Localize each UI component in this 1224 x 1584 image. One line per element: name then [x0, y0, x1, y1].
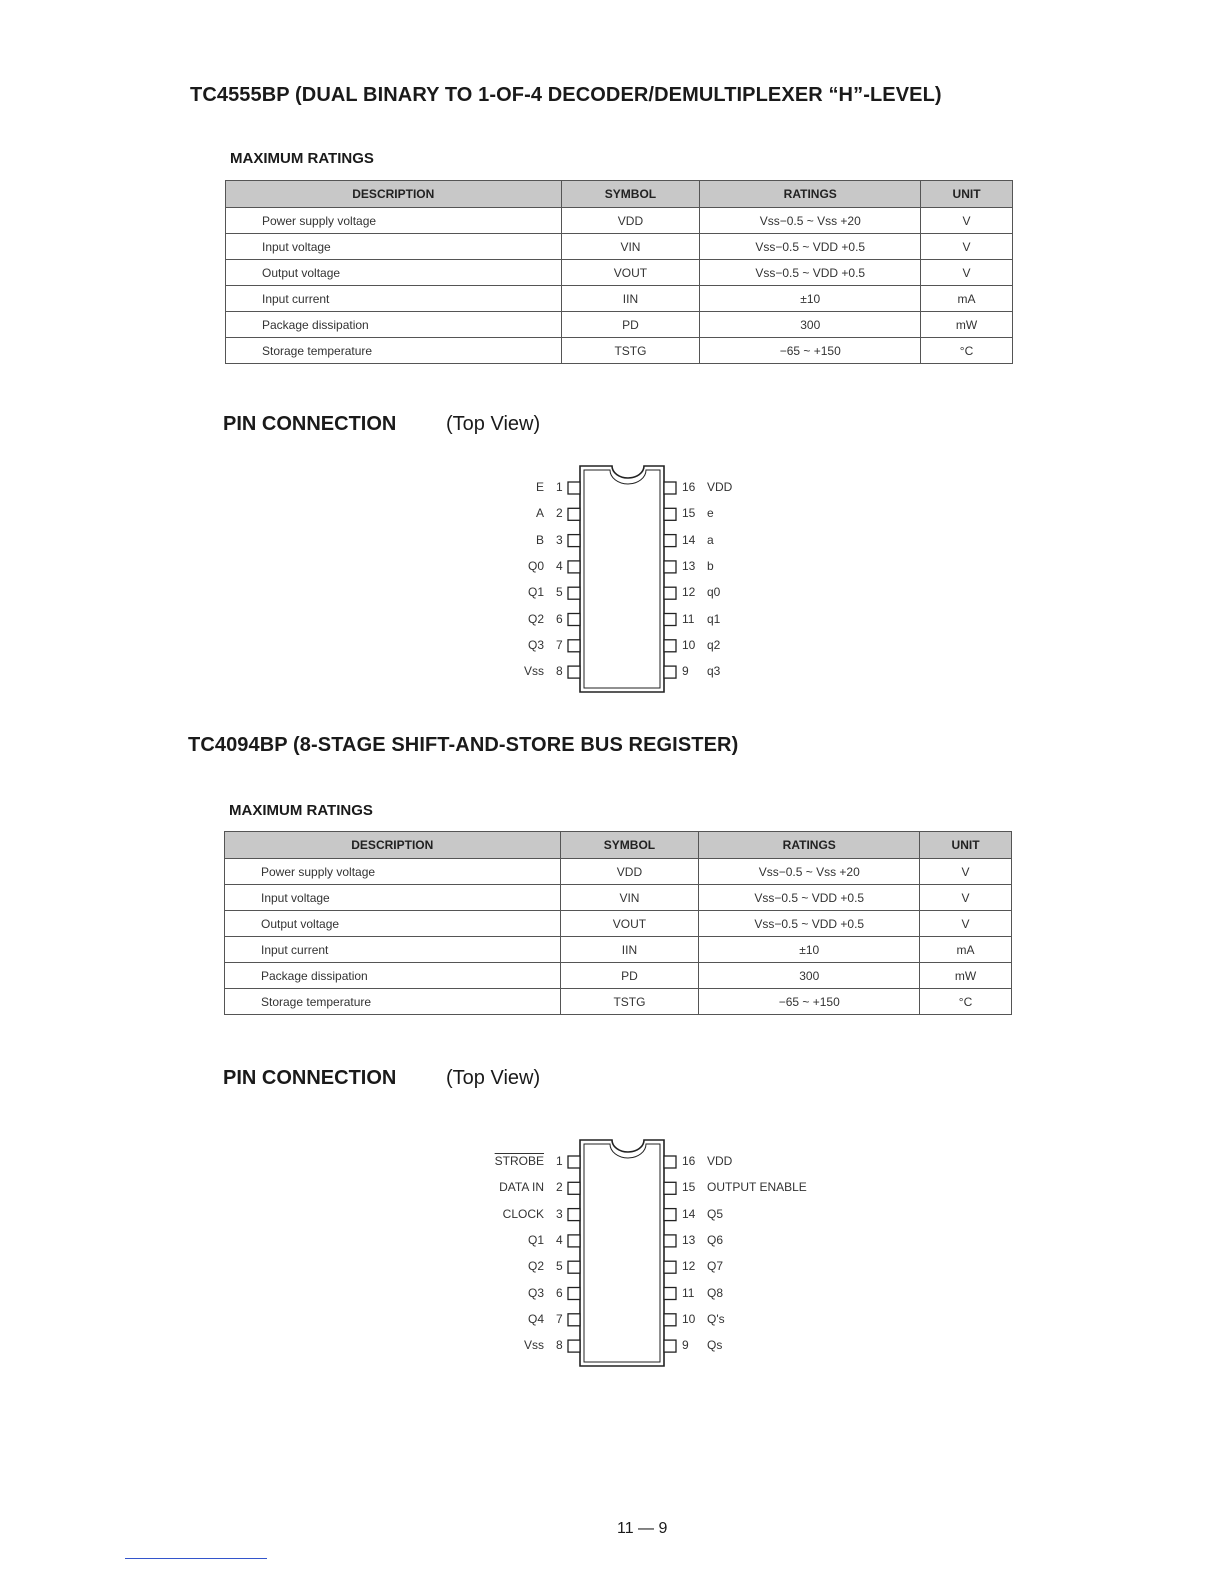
row-rating: −65 ~ +150	[699, 989, 920, 1015]
row-unit: V	[921, 208, 1013, 234]
pin-label: Q6	[707, 1232, 724, 1247]
pin-label: VDD	[707, 480, 733, 494]
pin-label: OUTPUT ENABLE	[707, 1180, 807, 1195]
row-description: Power supply voltage	[226, 208, 562, 234]
pin-number: 7	[556, 637, 563, 652]
row-description: Output voltage	[226, 260, 562, 286]
pin-2-lead	[568, 1182, 580, 1194]
pin-number: 13	[682, 558, 696, 573]
row-description: Storage temperature	[225, 989, 561, 1015]
section1-ratings-title: MAXIMUM RATINGS	[230, 150, 374, 167]
row-unit: mA	[921, 286, 1013, 312]
pin-label: Q2	[527, 1259, 544, 1274]
row-unit: °C	[920, 989, 1012, 1015]
pin-label: a	[707, 532, 714, 547]
pin-number: 13	[682, 1232, 696, 1247]
row-description: Storage temperature	[226, 338, 562, 364]
section1-ratings-table	[225, 180, 1013, 364]
pin-label: Vss	[523, 664, 544, 679]
row-description: Package dissipation	[226, 312, 562, 338]
section2-ratings-table	[224, 831, 1012, 1015]
pin-number: 11	[682, 1285, 695, 1300]
row-symbol: IIN	[561, 286, 700, 312]
pin-6-lead	[568, 614, 580, 626]
pin-6-lead	[568, 1288, 580, 1300]
pin-5-lead	[568, 1261, 580, 1273]
pin-13-lead	[664, 1235, 676, 1247]
row-rating: Vss−0.5 ~ VDD +0.5	[699, 911, 920, 937]
pin-number: 9	[682, 664, 689, 679]
header-ratings: RATINGS	[699, 832, 920, 859]
row-description: Input voltage	[226, 234, 562, 260]
section2-pin-heading: PIN CONNECTION	[223, 1067, 397, 1089]
pin-label: q0	[707, 585, 721, 600]
row-symbol: VDD	[561, 208, 700, 234]
pin-label: Q3	[527, 1285, 544, 1300]
pin-label: Q1	[527, 585, 544, 600]
table-row	[225, 937, 1012, 963]
pin-number: 12	[682, 585, 696, 600]
pin-2-lead	[568, 508, 580, 520]
row-description: Package dissipation	[225, 963, 561, 989]
row-symbol: TSTG	[561, 338, 700, 364]
pin-number: 6	[556, 1285, 563, 1300]
pin-9-lead	[664, 666, 676, 678]
row-description: Power supply voltage	[225, 859, 561, 885]
row-rating: Vss−0.5 ~ Vss +20	[699, 859, 920, 885]
header-description: DESCRIPTION	[226, 181, 562, 208]
pin-number: 15	[682, 1180, 696, 1195]
pin-12-lead	[664, 587, 676, 599]
pin-label: Q4	[527, 1311, 544, 1326]
pin-label: b	[707, 558, 714, 573]
table-row	[226, 208, 1013, 234]
pin-4-lead	[568, 1235, 580, 1247]
table-header-row	[226, 181, 1013, 208]
pin-10-lead	[664, 1314, 676, 1326]
pin-label: q2	[707, 637, 721, 652]
section1-pin-diagram	[460, 462, 820, 698]
pin-label: CLOCK	[502, 1206, 544, 1221]
pin-number: 2	[556, 1180, 563, 1195]
table-row	[226, 338, 1013, 364]
pin-number: 2	[556, 506, 563, 521]
table-row	[225, 911, 1012, 937]
table-row	[225, 859, 1012, 885]
row-symbol: VOUT	[560, 911, 699, 937]
section2-title: TC4094BP (8-STAGE SHIFT-AND-STORE BUS REGISTER)	[188, 734, 739, 756]
row-unit: V	[920, 911, 1012, 937]
pin-label: E	[535, 480, 544, 494]
section2-pin-diagram	[460, 1136, 860, 1372]
section1-pin-heading: PIN CONNECTION	[223, 413, 397, 435]
pin-7-lead	[568, 640, 580, 652]
section2-top-view: (Top View)	[446, 1067, 541, 1089]
pin-number: 12	[682, 1259, 696, 1274]
pin-number: 6	[556, 611, 563, 626]
table-row	[226, 286, 1013, 312]
pin-number: 4	[556, 1232, 563, 1247]
pin-number: 5	[556, 585, 563, 600]
row-unit: mW	[920, 963, 1012, 989]
pin-3-lead	[568, 1209, 580, 1221]
row-rating: Vss−0.5 ~ VDD +0.5	[699, 885, 920, 911]
table-row	[226, 312, 1013, 338]
header-unit: UNIT	[920, 832, 1012, 859]
table-row	[225, 885, 1012, 911]
header-unit: UNIT	[921, 181, 1013, 208]
pin-label: Qs	[707, 1338, 723, 1353]
pin-label: STROBE	[494, 1154, 544, 1168]
pin-7-lead	[568, 1314, 580, 1326]
row-rating: 300	[700, 312, 921, 338]
pin-label: q3	[707, 664, 721, 679]
pin-1-lead	[568, 482, 580, 494]
pin-11-lead	[664, 614, 676, 626]
table-row	[226, 260, 1013, 286]
pin-number: 5	[556, 1259, 563, 1274]
pin-8-lead	[568, 1340, 580, 1352]
row-description: Input current	[226, 286, 562, 312]
section1-top-view: (Top View)	[446, 413, 541, 435]
pin-11-lead	[664, 1288, 676, 1300]
pin-label: Q5	[707, 1206, 724, 1221]
pin-label: Q3	[527, 637, 544, 652]
row-unit: V	[920, 859, 1012, 885]
pin-15-lead	[664, 1182, 676, 1194]
pin-label: B	[535, 532, 544, 547]
page-number: 11 — 9	[617, 1520, 668, 1537]
pin-number: 15	[682, 506, 696, 521]
pin-label: DATA IN	[499, 1180, 544, 1195]
pin-number: 4	[556, 558, 563, 573]
pin-16-lead	[664, 1156, 676, 1168]
row-symbol: VIN	[561, 234, 700, 260]
header-symbol: SYMBOL	[560, 832, 699, 859]
row-symbol: VIN	[560, 885, 699, 911]
pin-15-lead	[664, 508, 676, 520]
pin-label: Q2	[527, 611, 544, 626]
header-ratings: RATINGS	[700, 181, 921, 208]
row-rating: Vss−0.5 ~ VDD +0.5	[700, 260, 921, 286]
table-header-row	[225, 832, 1012, 859]
row-unit: V	[921, 260, 1013, 286]
pin-label: Q0	[527, 558, 544, 573]
pin-number: 10	[682, 1311, 696, 1326]
pin-number: 14	[682, 1206, 696, 1221]
pin-number: 16	[682, 480, 696, 494]
section2-ratings-title: MAXIMUM RATINGS	[229, 802, 373, 819]
pin-label: e	[707, 506, 714, 521]
pin-10-lead	[664, 640, 676, 652]
pin-9-lead	[664, 1340, 676, 1352]
pin-13-lead	[664, 561, 676, 573]
row-rating: Vss−0.5 ~ Vss +20	[700, 208, 921, 234]
row-unit: V	[921, 234, 1013, 260]
section1-title: TC4555BP (DUAL BINARY TO 1-OF-4 DECODER/DEMULTIPLEXER “H”-LEVEL)	[190, 84, 942, 106]
dip16-package-outline	[460, 462, 820, 698]
row-symbol: PD	[560, 963, 699, 989]
pin-label: VDD	[707, 1154, 733, 1168]
row-symbol: IIN	[560, 937, 699, 963]
pin-label: Q7	[707, 1259, 724, 1274]
row-symbol: VDD	[560, 859, 699, 885]
pin-14-lead	[664, 535, 676, 547]
pin-number: 1	[556, 1154, 563, 1168]
row-unit: mW	[921, 312, 1013, 338]
pin-number: 9	[682, 1338, 689, 1353]
table-row	[226, 234, 1013, 260]
pin-4-lead	[568, 561, 580, 573]
pin-label: A	[535, 506, 544, 521]
pin-3-lead	[568, 535, 580, 547]
pin-label: Q8	[707, 1285, 724, 1300]
row-rating: 300	[699, 963, 920, 989]
row-symbol: VOUT	[561, 260, 700, 286]
footer-rule	[125, 1558, 267, 1559]
row-unit: °C	[921, 338, 1013, 364]
pin-12-lead	[664, 1261, 676, 1273]
dip16-package-outline	[460, 1136, 860, 1372]
pin-label: Q's	[707, 1311, 725, 1326]
row-unit: V	[920, 885, 1012, 911]
pin-number: 3	[556, 1206, 563, 1221]
pin-number: 10	[682, 637, 696, 652]
row-rating: −65 ~ +150	[700, 338, 921, 364]
pin-label: Vss	[523, 1338, 544, 1353]
pin-number: 3	[556, 532, 563, 547]
pin-16-lead	[664, 482, 676, 494]
pin-8-lead	[568, 666, 580, 678]
row-description: Output voltage	[225, 911, 561, 937]
table-row	[225, 989, 1012, 1015]
row-symbol: PD	[561, 312, 700, 338]
row-rating: ±10	[699, 937, 920, 963]
pin-number: 14	[682, 532, 696, 547]
pin-number: 11	[682, 611, 695, 626]
pin-5-lead	[568, 587, 580, 599]
pin-number: 7	[556, 1311, 563, 1326]
header-description: DESCRIPTION	[225, 832, 561, 859]
pin-1-lead	[568, 1156, 580, 1168]
pin-number: 16	[682, 1154, 696, 1168]
row-symbol: TSTG	[560, 989, 699, 1015]
row-rating: Vss−0.5 ~ VDD +0.5	[700, 234, 921, 260]
pin-14-lead	[664, 1209, 676, 1221]
row-description: Input voltage	[225, 885, 561, 911]
row-unit: mA	[920, 937, 1012, 963]
table-row	[225, 963, 1012, 989]
pin-number: 1	[556, 480, 563, 494]
pin-label: Q1	[527, 1232, 544, 1247]
pin-number: 8	[556, 1338, 563, 1353]
row-rating: ±10	[700, 286, 921, 312]
pin-number: 8	[556, 664, 563, 679]
row-description: Input current	[225, 937, 561, 963]
header-symbol: SYMBOL	[561, 181, 700, 208]
pin-label: q1	[707, 611, 721, 626]
